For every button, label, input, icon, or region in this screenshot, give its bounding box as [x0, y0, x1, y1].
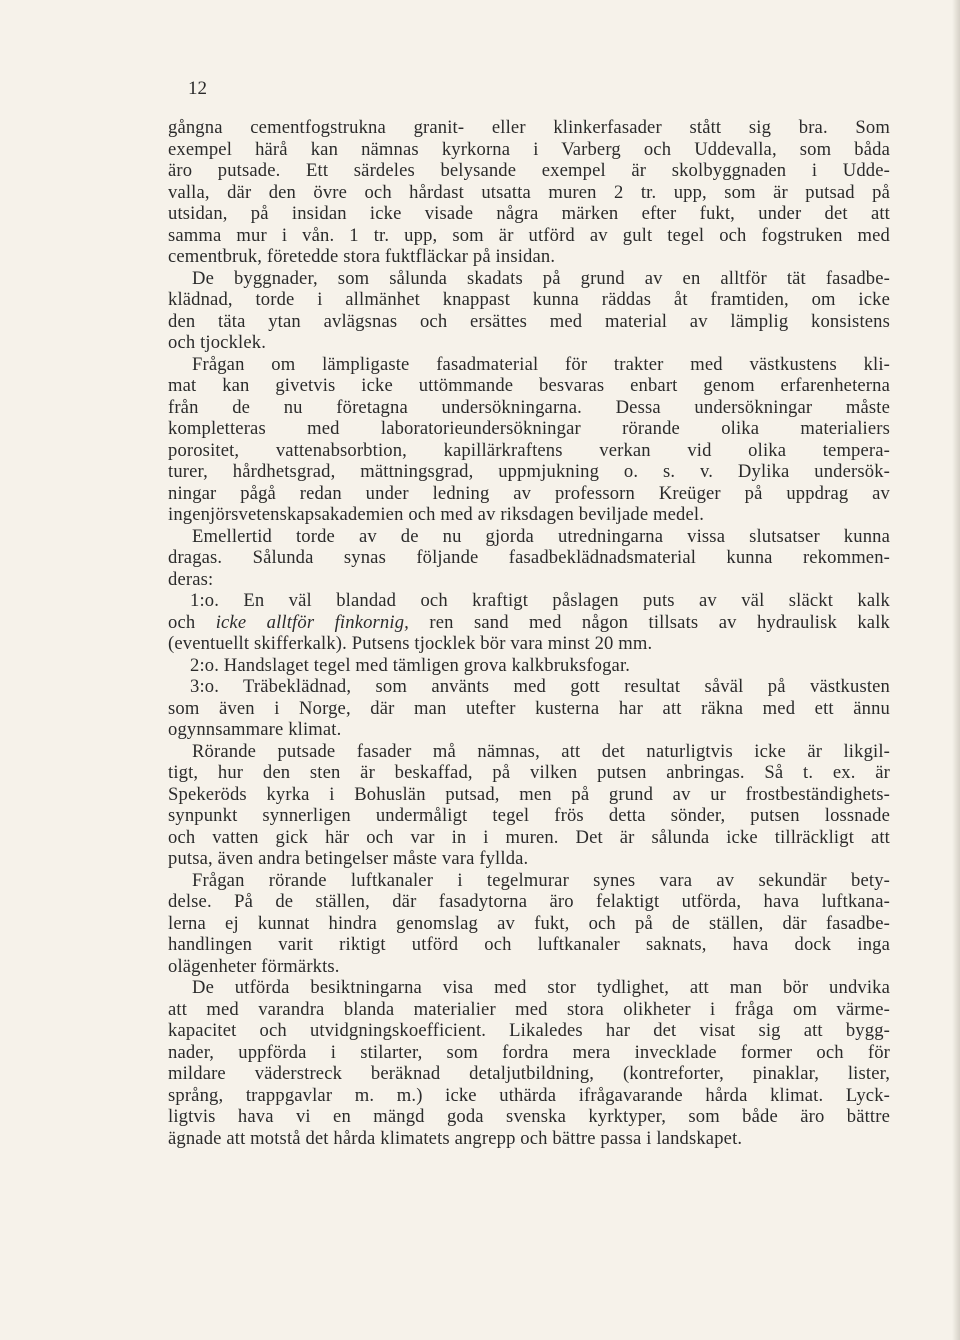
text-line: klädnad, torde i allmänhet knappast kunna räddas åt framtiden, om icke [168, 289, 890, 310]
text-line: De utförda besiktningarna visa med stor tydlighet, att man bör undvika [192, 977, 890, 998]
text-line: tigt, hur den sten är beskaffad, på vilken putsen anbringas. Så t. ex. är [168, 762, 890, 783]
list-item-2: 2:o. Handslaget tegel med tämligen grova kalkbruksfogar. [190, 654, 631, 676]
text-line: nader, uppförda i stilarter, som fordra mera invecklade former och för [168, 1041, 890, 1063]
text-line: exempel härå kan nämnas kyrkorna i Varberg och Uddevalla, som båda [168, 138, 890, 160]
text-line: lerna ej kunnat hindra genomslag av fukt, och på de ställen, där fasadbe- [168, 912, 890, 934]
page-number: 12 [188, 78, 207, 99]
text-line: porositet, vattenabsorbtion, kapillärkraftens verkan vid olika tempera- [168, 439, 890, 461]
text-line: dragas. Sålunda synas följande fasadbeklädnadsmaterial kunna rekommen- [168, 547, 890, 568]
text-line: putsa, även andra betingelser måste vara fyllda. [168, 848, 529, 869]
text-line: Frågan om lämpligaste fasadmaterial för trakter med västkustens kli- [192, 353, 890, 375]
text-line: Emellertid torde av de nu gjorda utredningarna vissa slutsatser kunna [192, 525, 890, 547]
text-line: kompletteras med laboratorieundersökningar rörande olika materialiers [168, 418, 890, 439]
text-fragment: ren sand med någon tillsats av hydraulisk kalk [408, 611, 890, 633]
text-line: ägnade att motstå det hårda klimatets angrepp och bättre passa i landskapet. [168, 1127, 743, 1149]
text-line: samma mur i vån. 1 tr. upp, som är utförd av gult tegel och fogstruken med [168, 224, 890, 246]
text-line: Spekeröds kyrka i Bohuslän putsad, men på grund av ur frostbeständighets- [168, 783, 890, 805]
text-line: Rörande putsade fasader må nämnas, att det naturligtvis icke är likgil- [192, 740, 890, 762]
text-line: valla, där den övre och hårdast utsatta muren 2 tr. upp, som är putsad på [168, 181, 890, 203]
text-line: olägenheter förmärkts. [168, 955, 340, 977]
text-line: synpunkt synnerligen undermåligt tegel frös detta sönder, putsen lossnade [168, 805, 890, 826]
emphasis-text: icke alltför finkornig, [215, 611, 409, 633]
text-line: gångna cementfogstrukna granit- eller klinkerfasader stått sig bra. Som [168, 117, 890, 138]
text-line: mat kan givetvis icke uttömmande besvaras enbart genom erfarenheterna [168, 375, 890, 396]
text-line: och tjocklek. [168, 332, 266, 353]
text-line: från de nu företagna undersökningarna. Dessa undersökningar måste [168, 396, 890, 418]
text-line: mildare väderstreck beräknad detaljutbildning, (kontreforter, pinaklar, lister, [168, 1063, 890, 1084]
text-line: deras: [168, 568, 214, 590]
text-line: ligtvis hava vi en mängd goda svenska kyrktyper, som både äro bättre [168, 1106, 890, 1127]
text-line: (eventuellt skifferkalk). Putsens tjocklek bör vara minst 20 mm. [168, 633, 653, 654]
body-text [168, 117, 890, 1149]
text-line: ingenjörsvetenskapsakademien och med av riksdagen beviljade medel. [168, 504, 705, 525]
text-line: turer, hårdhetsgrad, mättningsgrad, uppmjukning o. s. v. Dylika undersök- [168, 461, 890, 482]
text-line: och vatten gick här och var in i muren. Det är sålunda icke tillräckligt att [168, 826, 890, 848]
list-item-1: 1:o. En väl blandad och kraftigt påslagen puts av väl släckt kalk [190, 590, 890, 611]
text-line: kapacitet och utvidgningskoefficient. Likaledes har det visat sig att bygg- [168, 1020, 890, 1041]
text-fragment: och [168, 611, 216, 633]
text-line: De byggnader, som sålunda skadats på grund av en alltför tät fasadbe- [192, 267, 890, 289]
page-edge-shadow [952, 0, 960, 1340]
text-line: att med varandra blanda materialier med stora olikheter i fråga om värme- [168, 998, 890, 1020]
text-line: ogynnsammare klimat. [168, 719, 342, 740]
text-line: handlingen varit riktigt utförd och luftkanaler saknats, hava dock inga [168, 934, 890, 955]
text-line: Frågan rörande luftkanaler i tegelmurar synes vara av sekundär bety- [192, 869, 890, 891]
text-line: cementbruk, företedde stora fuktfläckar på insidan. [168, 246, 556, 267]
text-line: utsidan, på insidan icke visade några märken efter fukt, under det att [168, 203, 890, 224]
text-line: äro putsade. Ett särdeles belysande exempel är skolbyggnaden i Udde- [168, 160, 890, 181]
text-line: språng, trappgavlar m. m.) icke uthärda ifrågavarande hårda klimat. Lyck- [168, 1084, 890, 1106]
list-item-3: 3:o. Träbeklädnad, som använts med gott resultat såväl på västkusten [190, 676, 890, 697]
text-line: som även i Norge, där man utefter kusterna har att räkna med ett ännu [168, 697, 890, 719]
text-line: delse. På de ställen, där fasadytorna äro felaktigt utförda, hava luftkana- [168, 891, 890, 912]
text-line [168, 612, 890, 634]
text-line: den täta ytan avlägsnas och ersättes med material av lämplig konsistens [168, 310, 890, 332]
text-line: ningar pågå redan under ledning av professorn Kreüger på uppdrag av [168, 482, 890, 504]
